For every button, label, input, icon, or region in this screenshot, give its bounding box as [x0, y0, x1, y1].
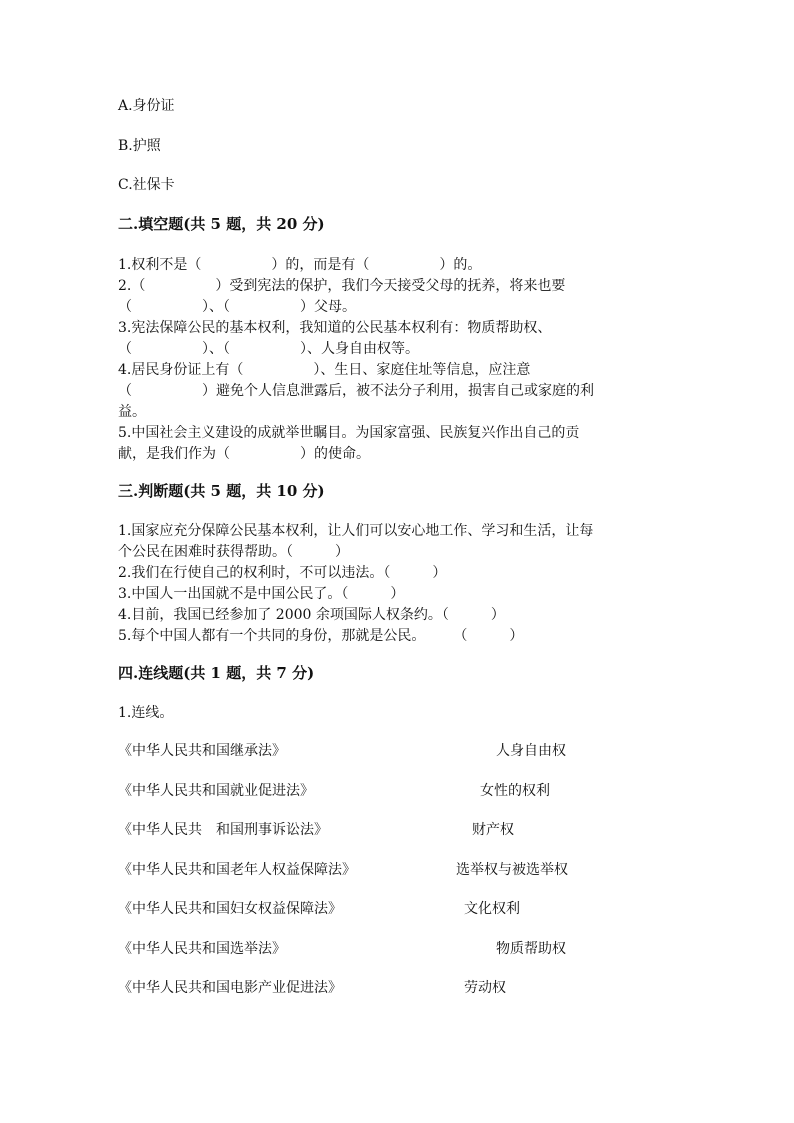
- option-b: B.护照: [118, 138, 161, 154]
- judge-line: 1.国家应充分保障公民基本权利，让人们可以安心地工作、学习和生活，让每: [118, 523, 594, 539]
- fill-line: 3.宪法保障公民的基本权利，我知道的公民基本权利有：物质帮助权、: [118, 320, 552, 336]
- fill-line: （ ）、（ ）父母。: [118, 299, 356, 315]
- judge-heading: 三.判断题(共 5 题，共 10 分): [118, 482, 325, 500]
- fill-line: 益。: [118, 404, 146, 420]
- match-left-item: 《中华人民共和国就业促进法》: [118, 783, 314, 799]
- fill-line: 1.权利不是（ ）的，而是有（ ）的。: [118, 257, 482, 273]
- match-left-item: 《中华人民共和国老年人权益保障法》: [118, 862, 356, 878]
- judge-line: 个公民在困难时获得帮助。（ ）: [118, 544, 349, 560]
- match-right-item: 选举权与被选举权: [456, 862, 568, 878]
- match-right-item: 文化权利: [464, 901, 520, 917]
- match-right-item: 劳动权: [464, 980, 506, 996]
- match-right-item: 女性的权利: [480, 783, 550, 799]
- fill-heading: 二.填空题(共 5 题，共 20 分): [118, 215, 325, 233]
- fill-line: 2.（ ）受到宪法的保护，我们今天接受父母的抚养，将来也要: [118, 278, 566, 294]
- judge-line: 3.中国人一出国就不是中国公民了。（ ）: [118, 586, 405, 602]
- fill-line: 4.居民身份证上有（ ）、生日、家庭住址等信息，应注意: [118, 362, 531, 378]
- fill-line: 献，是我们作为（ ）的使命。: [118, 446, 370, 462]
- match-right-item: 人身自由权: [496, 743, 566, 759]
- match-left-item: 《中华人民共和国选举法》: [118, 941, 286, 957]
- match-left-item: 《中华人民共和国继承法》: [118, 743, 286, 759]
- fill-line: （ ）、（ ）、人身自由权等。: [118, 341, 419, 357]
- judge-line: 4.目前，我国已经参加了 2000 余项国际人权条约。（ ）: [118, 607, 505, 623]
- match-heading: 四.连线题(共 1 题，共 7 分): [118, 664, 315, 682]
- fill-line: （ ）避免个人信息泄露后，被不法分子利用，损害自己或家庭的利: [118, 383, 594, 399]
- match-right-item: 财产权: [472, 822, 514, 838]
- match-left-item: 《中华人民共和国电影产业促进法》: [118, 980, 342, 996]
- option-a: A.身份证: [118, 98, 175, 114]
- fill-line: 5.中国社会主义建设的成就举世瞩目。为国家富强、民族复兴作出自己的贡: [118, 425, 580, 441]
- match-intro: 1.连线。: [118, 705, 174, 721]
- match-left-item: 《中华人民共 和国刑事诉讼法》: [118, 822, 328, 838]
- option-c: C.社保卡: [118, 177, 175, 193]
- match-left-item: 《中华人民共和国妇女权益保障法》: [118, 901, 342, 917]
- judge-line: 5.每个中国人都有一个共同的身份，那就是公民。 （ ）: [118, 628, 524, 644]
- judge-line: 2.我们在行使自己的权利时，不可以违法。（ ）: [118, 565, 447, 581]
- match-right-item: 物质帮助权: [496, 941, 566, 957]
